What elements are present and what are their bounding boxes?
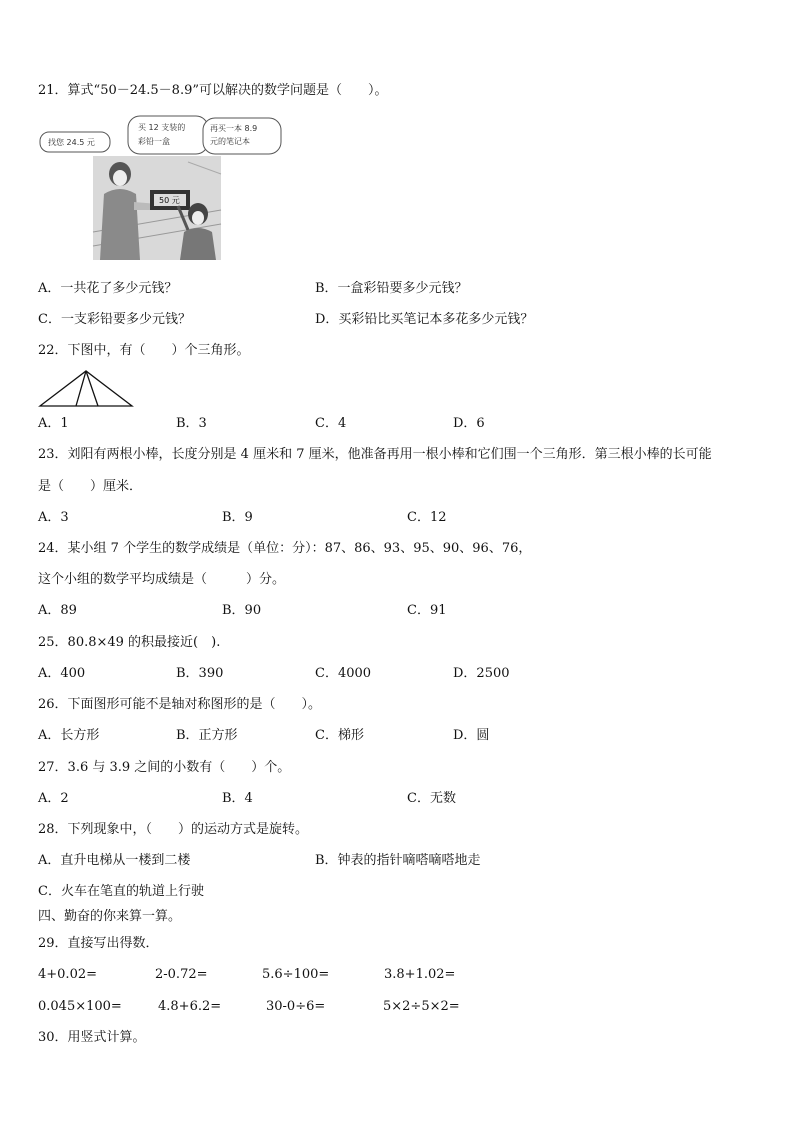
q21-option-b[interactable]: B．一盒彩铅要多少元钱？ bbox=[315, 281, 468, 296]
bubble-notebook-1: 再买一本 8.9 bbox=[210, 124, 258, 133]
q22-option-d[interactable]: D．6 bbox=[453, 416, 485, 431]
q29-calc-5[interactable]: 0.045×100= bbox=[38, 999, 122, 1014]
q22-option-c[interactable]: C．4 bbox=[315, 416, 347, 431]
q22-option-a[interactable]: A．1 bbox=[38, 416, 69, 431]
q29-calc-4[interactable]: 3.8+1.02= bbox=[384, 967, 456, 982]
shopkeeper-body bbox=[100, 189, 140, 260]
q24-option-c[interactable]: C．91 bbox=[407, 603, 447, 618]
q23-option-b[interactable]: B．9 bbox=[222, 510, 253, 525]
q23-stem-line2: 是（ ）厘米． bbox=[38, 479, 143, 494]
q25-option-d[interactable]: D．2500 bbox=[453, 666, 510, 681]
q28-option-a[interactable]: A．直升电梯从一楼到二楼 bbox=[38, 853, 191, 868]
q25-stem: 25．80.8×49 的积最接近( ). bbox=[38, 635, 221, 650]
q21-option-a[interactable]: A．一共花了多少元钱？ bbox=[38, 281, 178, 296]
q28-stem: 28．下列现象中，（ ）的运动方式是旋转。 bbox=[38, 822, 309, 837]
q29-calc-3[interactable]: 5.6÷100= bbox=[262, 967, 330, 982]
q23-option-c[interactable]: C．12 bbox=[407, 510, 447, 525]
inner-line-left bbox=[76, 371, 86, 406]
q27-stem: 27．3.6 与 3.9 之间的小数有（ ）个。 bbox=[38, 760, 291, 775]
q26-option-a[interactable]: A．长方形 bbox=[38, 728, 100, 743]
q25-option-c[interactable]: C．4000 bbox=[315, 666, 372, 681]
girl-body bbox=[180, 228, 216, 260]
q29-calc-7[interactable]: 30-0÷6= bbox=[266, 999, 326, 1014]
bubble-pencils-1: 买 12 支装的 bbox=[138, 123, 186, 132]
q24-stem-line2: 这个小组的数学平均成绩是（ ）分。 bbox=[38, 572, 286, 587]
outer-triangle bbox=[40, 371, 132, 406]
money-sign-text: 50 元 bbox=[159, 196, 180, 205]
q29-calc-6[interactable]: 4.8+6.2= bbox=[158, 999, 222, 1014]
q26-option-b[interactable]: B．正方形 bbox=[176, 728, 238, 743]
q29-stem: 29．直接写出得数． bbox=[38, 936, 159, 951]
q21-option-c[interactable]: C．一支彩铅要多少元钱？ bbox=[38, 312, 191, 327]
q28-option-c[interactable]: C．火车在笔直的轨道上行驶 bbox=[38, 884, 204, 899]
section4-heading: 四、勤奋的你来算一算。 bbox=[38, 909, 182, 924]
q21-illustration bbox=[38, 114, 288, 264]
q29-calc-8[interactable]: 5×2÷5×2= bbox=[383, 999, 460, 1014]
bubble-change: 找您 24.5 元 bbox=[48, 138, 95, 147]
q22-option-b[interactable]: B．3 bbox=[176, 416, 207, 431]
q26-stem: 26．下面图形可能不是轴对称图形的是（ ）。 bbox=[38, 697, 322, 712]
q30-stem: 30．用竖式计算。 bbox=[38, 1030, 146, 1045]
q25-option-a[interactable]: A．400 bbox=[38, 666, 86, 681]
q21-option-d[interactable]: D．买彩铅比买笔记本多花多少元钱？ bbox=[315, 312, 534, 327]
q24-option-a[interactable]: A．89 bbox=[38, 603, 77, 618]
q23-option-a[interactable]: A．3 bbox=[38, 510, 69, 525]
bubble-pencils-2: 彩铅一盒 bbox=[138, 137, 170, 146]
q23-stem-line1: 23．刘阳有两根小棒，长度分别是 4 厘米和 7 厘米，他准备再用一根小棒和它们围一个三角形．第三根小棒的长可能 bbox=[38, 447, 712, 462]
q22-triangle-figure bbox=[38, 368, 134, 410]
q24-stem-line1: 24．某小组 7 个学生的数学成绩是（单位：分）：87、86、93、95、90、96、76， bbox=[38, 541, 532, 556]
q26-option-c[interactable]: C．梯形 bbox=[315, 728, 364, 743]
bubble-notebook-2: 元的笔记本 bbox=[210, 137, 250, 146]
q22-stem: 22．下图中，有（ ）个三角形。 bbox=[38, 343, 250, 358]
q28-option-b[interactable]: B．钟表的指针嘀嗒嘀嗒地走 bbox=[315, 853, 481, 868]
q27-option-b[interactable]: B．4 bbox=[222, 791, 253, 806]
q25-option-b[interactable]: B．390 bbox=[176, 666, 224, 681]
q21-stem: 21．算式“50－24.5－8.9”可以解决的数学问题是（ ）。 bbox=[38, 83, 388, 98]
q27-option-a[interactable]: A．2 bbox=[38, 791, 69, 806]
q27-option-c[interactable]: C．无数 bbox=[407, 791, 456, 806]
q26-option-d[interactable]: D．圆 bbox=[453, 728, 490, 743]
q24-option-b[interactable]: B．90 bbox=[222, 603, 262, 618]
q29-calc-2[interactable]: 2-0.72= bbox=[155, 967, 208, 982]
q29-calc-1[interactable]: 4+0.02= bbox=[38, 967, 98, 982]
